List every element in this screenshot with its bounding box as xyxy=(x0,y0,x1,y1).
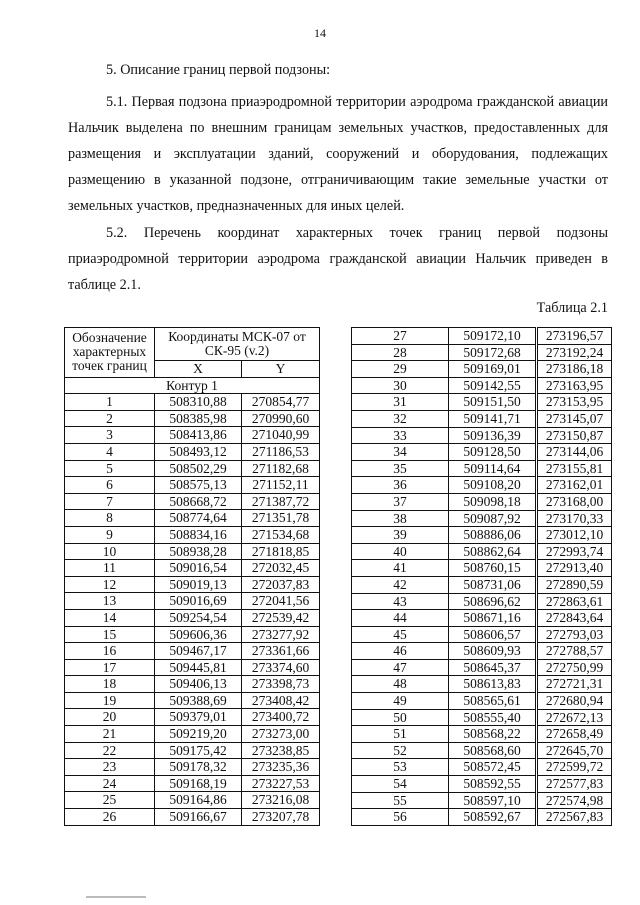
coord-x: 508731,06 xyxy=(449,576,537,593)
point-number: 35 xyxy=(352,460,449,477)
table-row xyxy=(65,410,320,427)
coord-y: 272032,45 xyxy=(242,560,320,577)
point-number: 54 xyxy=(352,776,449,793)
table-row xyxy=(65,809,320,826)
coord-y: 272843,64 xyxy=(537,610,612,627)
point-number: 16 xyxy=(65,643,155,660)
coord-y: 273144,06 xyxy=(537,444,612,461)
table-row xyxy=(352,543,612,560)
point-number: 22 xyxy=(65,742,155,759)
coord-y: 273012,10 xyxy=(537,527,612,544)
point-number: 37 xyxy=(352,493,449,510)
coord-x: 509254,54 xyxy=(155,609,242,626)
point-number: 31 xyxy=(352,394,449,411)
coord-x: 509219,20 xyxy=(155,726,242,743)
point-number: 4 xyxy=(65,443,155,460)
point-number: 25 xyxy=(65,792,155,809)
point-number: 51 xyxy=(352,726,449,743)
coord-y: 271818,85 xyxy=(242,543,320,560)
coord-y: 272539,42 xyxy=(242,609,320,626)
table-row xyxy=(65,742,320,759)
coord-y: 273192,24 xyxy=(537,344,612,361)
point-number: 32 xyxy=(352,410,449,427)
coord-y: 271152,11 xyxy=(242,477,320,494)
point-number: 1 xyxy=(65,394,155,411)
coord-y: 272680,94 xyxy=(537,693,612,710)
coord-x: 509178,32 xyxy=(155,759,242,776)
table-row xyxy=(65,510,320,527)
table-row xyxy=(352,328,612,345)
table-row xyxy=(352,377,612,394)
table-row xyxy=(65,692,320,709)
coord-x: 509019,13 xyxy=(155,576,242,593)
coord-x: 509114,64 xyxy=(449,460,537,477)
point-number: 13 xyxy=(65,593,155,610)
table-row xyxy=(352,643,612,660)
point-number: 19 xyxy=(65,692,155,709)
point-number: 41 xyxy=(352,560,449,577)
point-number: 45 xyxy=(352,626,449,643)
coord-x: 508760,15 xyxy=(449,560,537,577)
point-number: 38 xyxy=(352,510,449,527)
coord-y: 273168,00 xyxy=(537,493,612,510)
coord-x: 508572,45 xyxy=(449,759,537,776)
point-number: 6 xyxy=(65,477,155,494)
table-row xyxy=(352,560,612,577)
table-row xyxy=(352,792,612,809)
point-number: 47 xyxy=(352,659,449,676)
point-number: 33 xyxy=(352,427,449,444)
header-coordinates: Координаты МСК-07 от СК-95 (v.2) xyxy=(155,328,320,361)
coord-y: 272645,70 xyxy=(537,742,612,759)
point-number: 34 xyxy=(352,444,449,461)
coord-y: 273150,87 xyxy=(537,427,612,444)
coord-y: 272574,98 xyxy=(537,792,612,809)
table-row xyxy=(65,609,320,626)
point-number: 55 xyxy=(352,792,449,809)
coord-y: 271040,99 xyxy=(242,427,320,444)
coord-x: 509141,71 xyxy=(449,410,537,427)
coord-x: 509406,13 xyxy=(155,676,242,693)
point-number: 17 xyxy=(65,659,155,676)
coord-x: 509151,50 xyxy=(449,394,537,411)
coord-x: 508613,83 xyxy=(449,676,537,693)
coord-y: 273155,81 xyxy=(537,460,612,477)
coord-y: 273238,85 xyxy=(242,742,320,759)
table-row xyxy=(352,759,612,776)
table-row xyxy=(65,576,320,593)
coord-y: 273227,53 xyxy=(242,775,320,792)
table-row xyxy=(65,593,320,610)
coord-y: 273408,42 xyxy=(242,692,320,709)
coord-y: 272567,83 xyxy=(537,809,612,826)
coord-x: 509166,67 xyxy=(155,809,242,826)
point-number: 12 xyxy=(65,576,155,593)
coord-y: 273235,36 xyxy=(242,759,320,776)
coord-x: 508597,10 xyxy=(449,792,537,809)
coord-y: 273273,00 xyxy=(242,726,320,743)
coord-x: 508493,12 xyxy=(155,443,242,460)
coord-x: 509016,54 xyxy=(155,560,242,577)
table-row xyxy=(65,643,320,660)
table-row xyxy=(65,626,320,643)
coord-y: 273153,95 xyxy=(537,394,612,411)
table-row xyxy=(352,493,612,510)
table-row xyxy=(65,560,320,577)
table-row xyxy=(352,626,612,643)
coord-x: 508834,16 xyxy=(155,526,242,543)
coord-x: 508568,22 xyxy=(449,726,537,743)
header-y: Y xyxy=(242,361,320,378)
coord-y: 271186,53 xyxy=(242,443,320,460)
coord-y: 272793,03 xyxy=(537,626,612,643)
table-row xyxy=(352,460,612,477)
table-row xyxy=(352,510,612,527)
page-number: 14 xyxy=(314,26,326,40)
point-number: 39 xyxy=(352,527,449,544)
point-number: 26 xyxy=(65,809,155,826)
coord-y: 273374,60 xyxy=(242,659,320,676)
table-row xyxy=(352,410,612,427)
table-caption: Таблица 2.1 xyxy=(536,300,608,316)
coord-y: 272577,83 xyxy=(537,776,612,793)
point-number: 23 xyxy=(65,759,155,776)
table-row xyxy=(65,443,320,460)
point-number: 30 xyxy=(352,377,449,394)
table-row xyxy=(352,610,612,627)
coord-y: 272721,31 xyxy=(537,676,612,693)
coord-x: 508568,60 xyxy=(449,742,537,759)
coord-y: 272037,83 xyxy=(242,576,320,593)
point-number: 56 xyxy=(352,809,449,826)
coord-y: 270854,77 xyxy=(242,394,320,411)
table-row xyxy=(65,792,320,809)
table-row xyxy=(352,676,612,693)
coord-x: 509142,55 xyxy=(449,377,537,394)
coord-y: 272863,61 xyxy=(537,593,612,610)
coord-x: 509606,36 xyxy=(155,626,242,643)
coord-x: 508310,88 xyxy=(155,394,242,411)
coord-y: 273277,92 xyxy=(242,626,320,643)
left-table-body xyxy=(65,394,320,825)
coord-y: 272599,72 xyxy=(537,759,612,776)
point-number: 43 xyxy=(352,593,449,610)
coord-x: 509164,86 xyxy=(155,792,242,809)
table-row xyxy=(65,493,320,510)
coord-x: 508413,86 xyxy=(155,427,242,444)
coord-x: 508502,29 xyxy=(155,460,242,477)
coord-y: 272788,57 xyxy=(537,643,612,660)
point-number: 49 xyxy=(352,693,449,710)
point-number: 29 xyxy=(352,361,449,378)
point-number: 21 xyxy=(65,726,155,743)
point-number: 5 xyxy=(65,460,155,477)
point-number: 27 xyxy=(352,328,449,345)
point-number: 46 xyxy=(352,643,449,660)
coord-y: 272993,74 xyxy=(537,543,612,560)
table-row xyxy=(352,659,612,676)
coord-x: 508645,37 xyxy=(449,659,537,676)
coord-x: 508886,06 xyxy=(449,527,537,544)
table-row xyxy=(352,444,612,461)
coord-x: 509467,17 xyxy=(155,643,242,660)
point-number: 42 xyxy=(352,576,449,593)
header-points: Обозначение характерных точек границ xyxy=(65,328,155,378)
coord-x: 509016,69 xyxy=(155,593,242,610)
coord-y: 273361,66 xyxy=(242,643,320,660)
table-row xyxy=(352,477,612,494)
table-row xyxy=(65,659,320,676)
table-row xyxy=(65,676,320,693)
point-number: 53 xyxy=(352,759,449,776)
point-number: 48 xyxy=(352,676,449,693)
table-row xyxy=(65,775,320,792)
table-row xyxy=(65,726,320,743)
point-number: 9 xyxy=(65,526,155,543)
point-number: 10 xyxy=(65,543,155,560)
point-number: 52 xyxy=(352,742,449,759)
table-row xyxy=(352,427,612,444)
table-row xyxy=(65,460,320,477)
coord-y: 273163,95 xyxy=(537,377,612,394)
coord-x: 508575,13 xyxy=(155,477,242,494)
point-number: 7 xyxy=(65,493,155,510)
coord-y: 272041,56 xyxy=(242,593,320,610)
coord-y: 273162,01 xyxy=(537,477,612,494)
table-row xyxy=(352,361,612,378)
coord-y: 271387,72 xyxy=(242,493,320,510)
table-row xyxy=(65,477,320,494)
coord-y: 272913,40 xyxy=(537,560,612,577)
coord-y: 272750,99 xyxy=(537,659,612,676)
point-number: 14 xyxy=(65,609,155,626)
table-row xyxy=(352,726,612,743)
coord-x: 509445,81 xyxy=(155,659,242,676)
coord-x: 508668,72 xyxy=(155,493,242,510)
paragraph-5-2: 5.2. Перечень координат характерных точек границ первой подзоны приаэродромной территории аэродрома гражданской авиации Нальчик приведен в таблице 2.1. xyxy=(68,225,608,293)
table-row xyxy=(352,527,612,544)
coord-x: 508565,61 xyxy=(449,693,537,710)
coord-x: 509098,18 xyxy=(449,493,537,510)
coord-y: 273207,78 xyxy=(242,809,320,826)
table-row xyxy=(65,709,320,726)
point-number: 40 xyxy=(352,543,449,560)
table-row xyxy=(65,427,320,444)
coord-x: 508938,28 xyxy=(155,543,242,560)
coord-y: 273145,07 xyxy=(537,410,612,427)
coord-x: 509388,69 xyxy=(155,692,242,709)
coord-x: 509379,01 xyxy=(155,709,242,726)
coord-y: 273186,18 xyxy=(537,361,612,378)
coord-x: 508862,64 xyxy=(449,543,537,560)
coord-x: 509087,92 xyxy=(449,510,537,527)
table-row xyxy=(352,576,612,593)
coord-y: 273216,08 xyxy=(242,792,320,809)
coord-y: 271351,78 xyxy=(242,510,320,527)
point-number: 36 xyxy=(352,477,449,494)
coord-y: 270990,60 xyxy=(242,410,320,427)
coord-y: 272890,59 xyxy=(537,576,612,593)
table-row xyxy=(352,344,612,361)
coord-x: 509136,39 xyxy=(449,427,537,444)
section-title: 5. Описание границ первой подзоны: xyxy=(106,62,331,78)
coord-x: 508696,62 xyxy=(449,593,537,610)
table-row xyxy=(352,709,612,726)
coord-y: 272672,13 xyxy=(537,709,612,726)
point-number: 28 xyxy=(352,344,449,361)
coord-x: 508609,93 xyxy=(449,643,537,660)
header-x: X xyxy=(155,361,242,378)
coord-y: 273400,72 xyxy=(242,709,320,726)
table-row xyxy=(65,394,320,411)
coord-x: 509172,68 xyxy=(449,344,537,361)
coord-y: 273196,57 xyxy=(537,328,612,345)
point-number: 15 xyxy=(65,626,155,643)
coord-x: 508606,57 xyxy=(449,626,537,643)
coord-x: 509175,42 xyxy=(155,742,242,759)
table-row xyxy=(65,526,320,543)
coordinates-table-right xyxy=(351,327,612,826)
point-number: 50 xyxy=(352,709,449,726)
point-number: 24 xyxy=(65,775,155,792)
point-number: 18 xyxy=(65,676,155,693)
coordinates-table-left xyxy=(64,327,320,826)
coord-x: 509168,19 xyxy=(155,775,242,792)
coord-y: 271182,68 xyxy=(242,460,320,477)
point-number: 2 xyxy=(65,410,155,427)
point-number: 3 xyxy=(65,427,155,444)
point-number: 44 xyxy=(352,610,449,627)
coord-x: 508385,98 xyxy=(155,410,242,427)
coord-x: 509108,20 xyxy=(449,477,537,494)
table-row xyxy=(352,742,612,759)
table-row xyxy=(352,809,612,826)
right-table-body xyxy=(352,328,612,826)
point-number: 8 xyxy=(65,510,155,527)
coord-y: 271534,68 xyxy=(242,526,320,543)
contour-label: Контур 1 xyxy=(65,377,320,394)
table-row xyxy=(352,394,612,411)
table-row xyxy=(65,543,320,560)
coord-x: 508555,40 xyxy=(449,709,537,726)
coord-x: 509169,01 xyxy=(449,361,537,378)
coord-x: 508592,67 xyxy=(449,809,537,826)
table-row xyxy=(352,693,612,710)
coord-y: 272658,49 xyxy=(537,726,612,743)
table-row xyxy=(352,593,612,610)
coord-y: 273170,33 xyxy=(537,510,612,527)
coord-x: 509128,50 xyxy=(449,444,537,461)
point-number: 20 xyxy=(65,709,155,726)
coord-y: 273398,73 xyxy=(242,676,320,693)
coord-x: 509172,10 xyxy=(449,328,537,345)
coord-x: 508592,55 xyxy=(449,776,537,793)
paragraph-5-1: 5.1. Первая подзона приаэродромной территории аэродрома гражданской авиации Нальчик выделена по внешним границам земельных участков, предоставленных для размещения и эксплуатации зданий, сооружений и оборудования, подлежащих размещению в указанной подзоне, отграничивающим такие земельные участки от земельных участков, предназначенных для иных целей. xyxy=(68,94,608,214)
scan-artifact-line xyxy=(86,896,146,898)
table-row xyxy=(65,759,320,776)
table-row xyxy=(352,776,612,793)
coord-x: 508671,16 xyxy=(449,610,537,627)
point-number: 11 xyxy=(65,560,155,577)
coord-x: 508774,64 xyxy=(155,510,242,527)
